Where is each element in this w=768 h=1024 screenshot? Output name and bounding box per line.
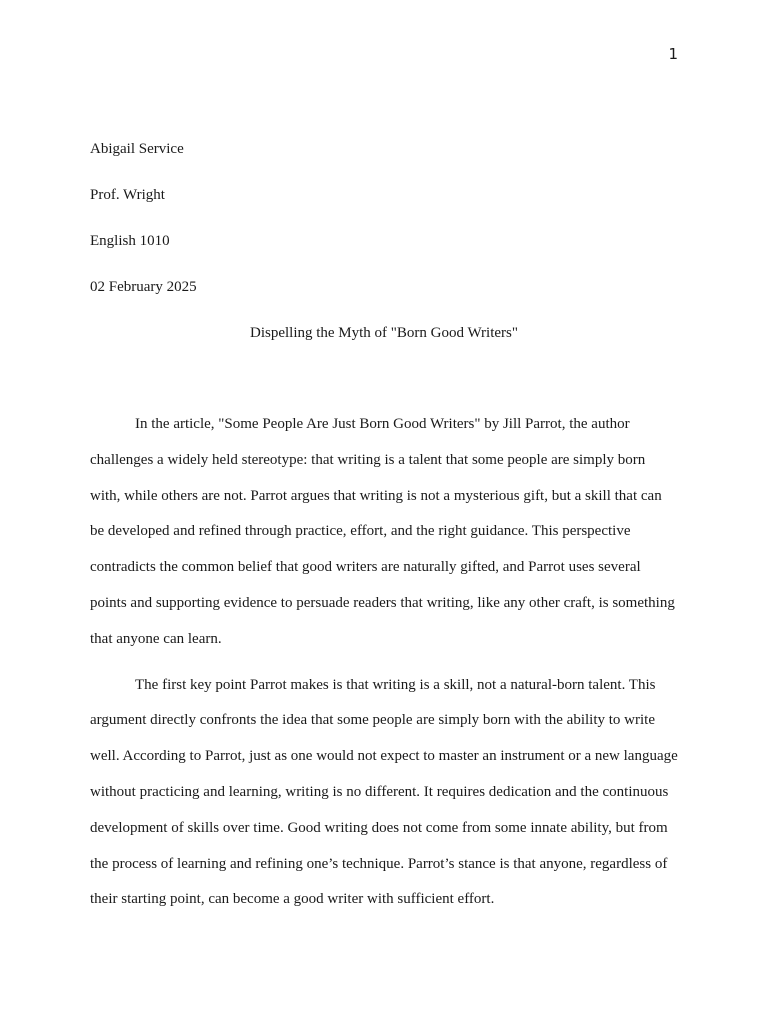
paragraph: The first key point Parrot makes is that writing is a skill, not a natural-born talent. This argument directly confronts the idea that some people are simply born with the ability to write well. According to Parrot, just as one would not expect to master an instrument or a new language without practicing and learning, writing is no different. It requires dedication and the continuous development of skills over time. Good writing does not come from some innate ability, but from the process of learning and refining one’s technique. Parrot’s stance is that anyone, regardless of their starting point, can become a good writer with sufficient effort. bbox=[90, 676, 678, 908]
essay-body bbox=[90, 407, 678, 928]
essay-title: Dispelling the Myth of "Born Good Writers" bbox=[249, 325, 518, 341]
page-number: 1 bbox=[668, 45, 678, 63]
mla-heading bbox=[90, 138, 678, 322]
course-name: English 1010 bbox=[90, 233, 170, 249]
instructor-name: Prof. Wright bbox=[90, 187, 165, 203]
paragraph: In the article, "Some People Are Just Born Good Writers" by Jill Parrot, the author challenges a widely held stereotype: that writing is a talent that some people are simply born with, while others are not. Parrot argues that writing is not a mysterious gift, but a skill that can be developed and refined through practice, effort, and the right guidance. This perspective contradicts the common belief that good writers are naturally gifted, and Parrot uses several points and supporting evidence to persuade readers that writing, like any other craft, is something that anyone can learn. bbox=[90, 416, 675, 647]
author-name: Abigail Service bbox=[90, 141, 184, 157]
date: 02 February 2025 bbox=[90, 279, 197, 295]
